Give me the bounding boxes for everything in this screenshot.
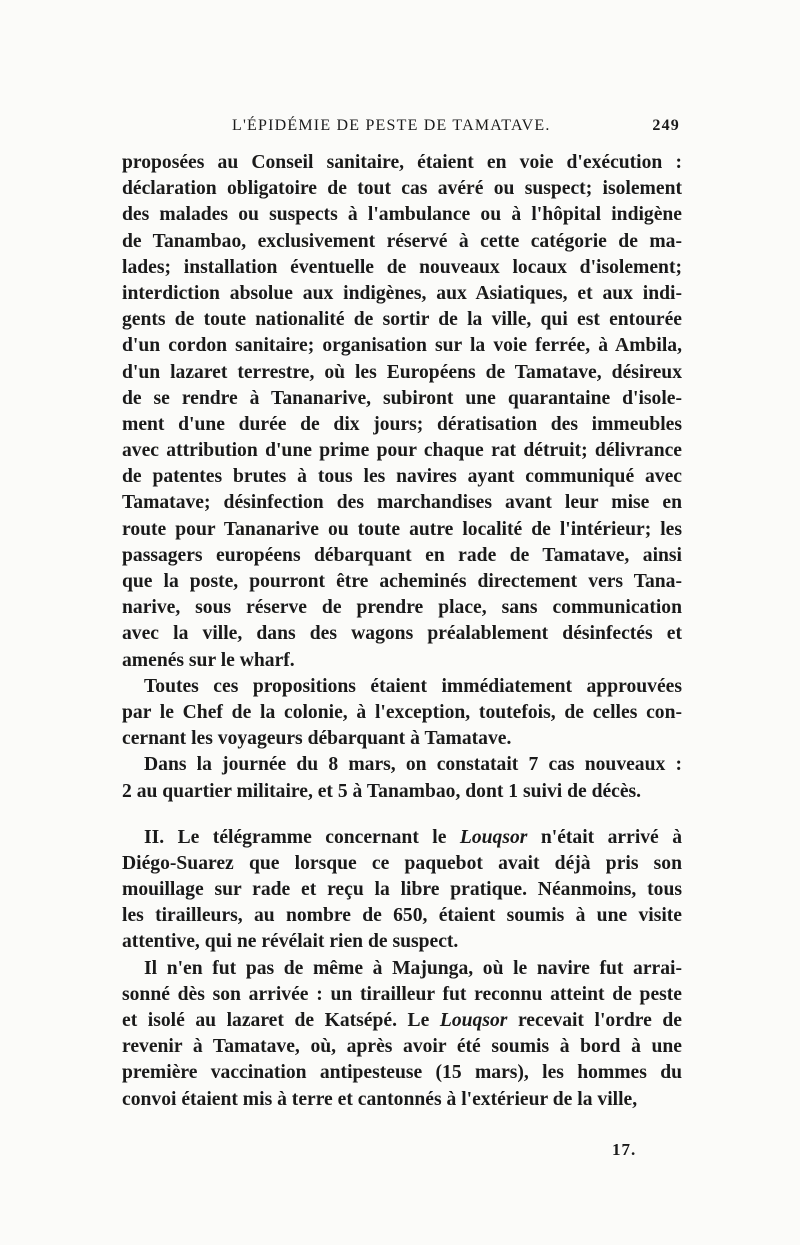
text-line: de patentes brutes à tous les navires ayant communiqué avec xyxy=(122,466,682,488)
text-line: sonné dès son arrivée : un tirailleur fut reconnu atteint de peste xyxy=(122,983,682,1005)
text-line: avec attribution d'une prime pour chaque rat détruit; délivrance xyxy=(122,440,682,462)
text-line: première vaccination antipesteuse (15 mars), les hommes du xyxy=(122,1062,682,1084)
text-line: avec la ville, dans des wagons préalablement désinfectés et xyxy=(122,623,682,645)
ship-name: Louqsor xyxy=(439,1010,508,1031)
paragraph xyxy=(122,674,682,753)
paragraph xyxy=(122,956,682,1113)
text-line: Tamatave; désinfection des marchandises avant leur mise en xyxy=(122,492,682,514)
text-line: des malades ou suspects à l'ambulance ou à l'hôpital indigène xyxy=(122,204,682,226)
text-line: les tirailleurs, au nombre de 650, étaient soumis à une visite xyxy=(122,905,682,927)
text-line: lades; installation éventuelle de nouveaux locaux d'isolement; xyxy=(122,256,682,278)
paragraph xyxy=(122,150,682,674)
section-gap xyxy=(122,805,682,825)
text-line: cernant les voyageurs débarquant à Tamatave. xyxy=(122,728,512,750)
page-number: 249 xyxy=(652,117,680,134)
ship-name: Louqsor xyxy=(459,826,528,848)
text-line: déclaration obligatoire de tout cas avéré ou suspect; isolement xyxy=(122,178,682,200)
text-line: de se rendre à Tananarive, subiront une quarantaine d'isole- xyxy=(122,387,682,409)
text-line: route pour Tananarive ou toute autre localité de l'intérieur; les xyxy=(122,518,682,540)
text-line: Il n'en fut pas de même à Majunga, où le navire fut arrai- xyxy=(144,957,682,979)
text-line: Dans la journée du 8 mars, on constatait 7 cas nouveaux : xyxy=(144,754,682,776)
text-line: proposées au Conseil sanitaire, étaient en voie d'exécution : xyxy=(122,152,682,173)
text-line: d'un lazaret terrestre, où les Européens de Tamatave, désireux xyxy=(122,361,682,383)
text-line: amenés sur le wharf. xyxy=(122,649,295,671)
text-line: attentive, qui ne révélait rien de suspect. xyxy=(122,931,459,953)
paragraph xyxy=(122,825,682,956)
text-line: revenir à Tamatave, où, après avoir été soumis à bord à une xyxy=(122,1036,682,1058)
text-line: passagers européens débarquant en rade de Tamatave, ainsi xyxy=(122,544,682,566)
text-line: narive, sous réserve de prendre place, sans communication xyxy=(122,597,682,619)
text-line: Diégo-Suarez que lorsque ce paquebot avait déjà pris son xyxy=(122,852,682,874)
text-line: 2 au quartier militaire, et 5 à Tanambao, dont 1 suivi de décès. xyxy=(122,780,642,802)
text-line: gents de toute nationalité de sortir de la ville, qui est entourée xyxy=(122,309,682,331)
text-line: d'un cordon sanitaire; organisation sur la voie ferrée, à Ambila, xyxy=(122,335,682,357)
body-text xyxy=(122,150,682,1113)
text-line: par le Chef de la colonie, à l'exception, toutefois, de celles con- xyxy=(122,701,682,723)
text-line: de Tanambao, exclusivement réservé à cette catégorie de ma- xyxy=(122,230,682,252)
text-line: mouillage sur rade et reçu la libre pratique. Néanmoins, tous xyxy=(122,879,682,901)
text-line: que la poste, pourront être acheminés directement vers Tana- xyxy=(122,571,682,592)
text-line: Toutes ces propositions étaient immédiatement approuvées xyxy=(144,675,682,697)
signature-mark: 17. xyxy=(612,1140,637,1159)
paragraph xyxy=(122,752,682,804)
running-title: L'ÉPIDÉMIE DE PESTE DE TAMATAVE. xyxy=(232,117,551,134)
text-line: ment d'une durée de dix jours; dératisation des immeubles xyxy=(122,413,682,435)
text-line: interdiction absolue aux indigènes, aux Asiatiques, et aux indi- xyxy=(122,282,682,304)
text-line: convoi étaient mis à terre et cantonnés à l'extérieur de la ville, xyxy=(122,1088,638,1110)
text-line: II. Le télégramme concernant le Louqsor n'était arrivé à xyxy=(144,826,682,848)
text-line: et isolé au lazaret de Katsépé. Le Louqsor recevait l'ordre de xyxy=(122,1010,682,1031)
